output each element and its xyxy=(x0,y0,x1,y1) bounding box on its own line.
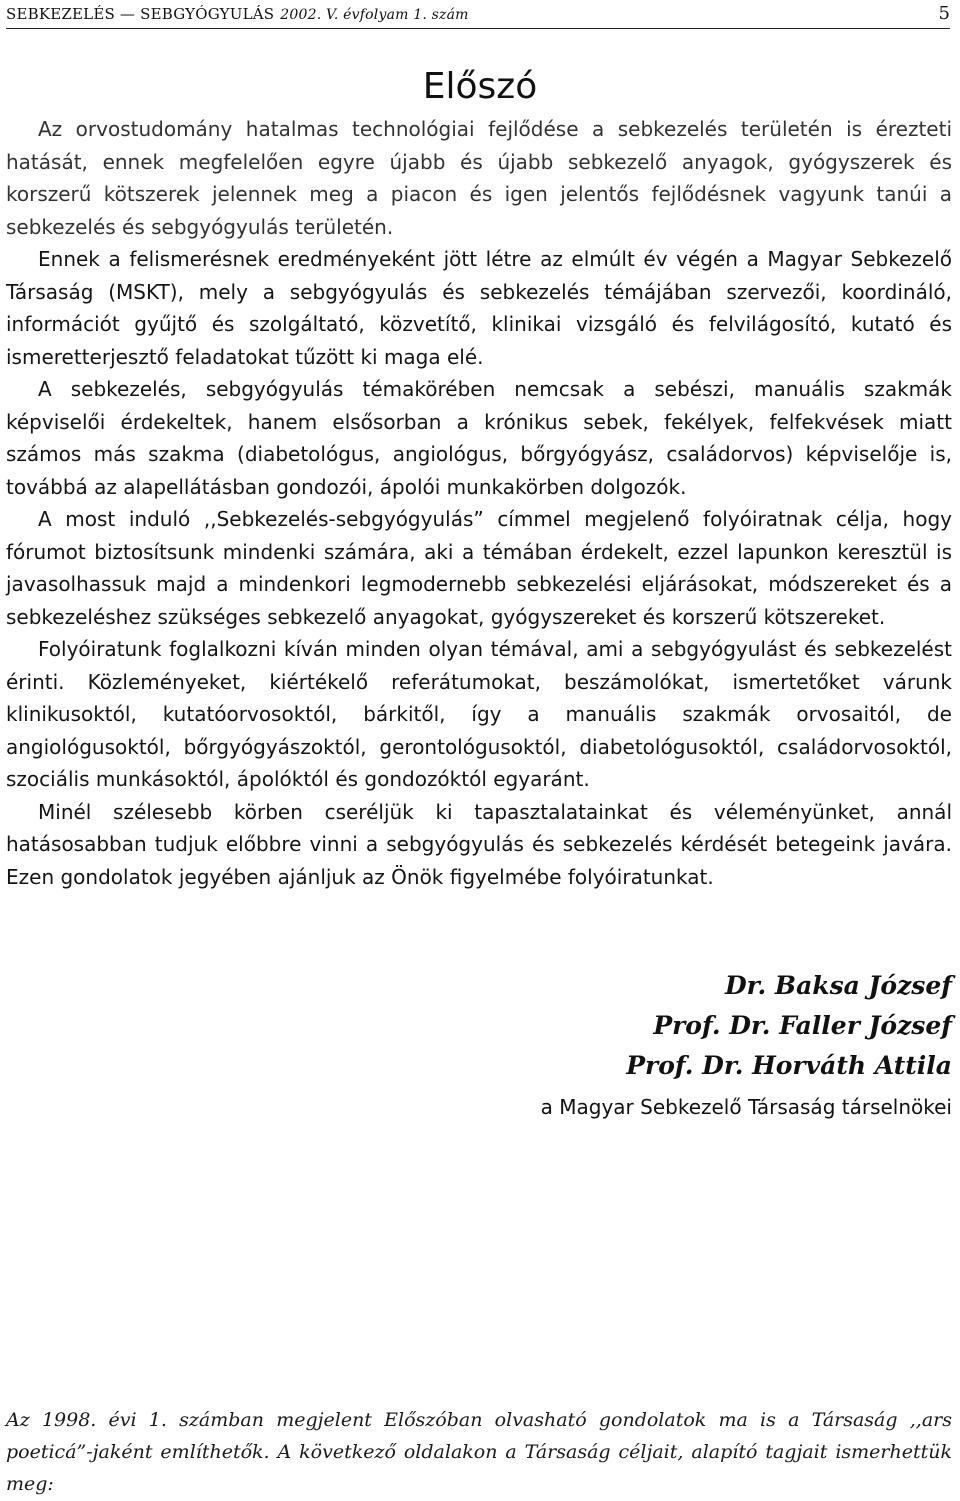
journal-title: SEBKEZELÉS — SEBGYÓGYULÁS xyxy=(6,5,275,23)
signature-block xyxy=(541,966,952,1124)
page-number: 5 xyxy=(938,3,950,24)
journal-name xyxy=(6,2,469,27)
paragraph-founding: Ennek a felismerésnek eredményeként jött létre az elmúlt év végén a Magyar Sebkezelő Társaság (MSKT), mely a sebgyógyulás és sebkezelés témájában szervezői, koordináló, információt gyűjtő és szolgáltató, közvetítő, klinikai vizsgáló és felvilágosító, kutató és ismeretterjesztő feladatokat tűzött ki maga elé. xyxy=(6,247,952,369)
signature-name: Dr. Baksa József xyxy=(724,971,952,1000)
running-header xyxy=(6,2,950,29)
paragraph-topics: Folyóiratunk foglalkozni kíván minden olyan témával, ami a sebgyógyulást és sebkezelést érinti. Közleményeket, kiértékelő referátumokat, beszámolókat, ismertetőket várunk klinikusoktól, kutatóorvosoktól, bárkitől, így a manuális szakmák orvosaitól, de angiológusoktól, bőrgyógyászoktól, gerontológusoktól, diabetológusoktól, családorvosoktól, szociális munkásoktól, ápolóktól és gondozóktól egyaránt. xyxy=(6,637,952,791)
issue-info: 2002. V. évfolyam 1. szám xyxy=(280,7,469,23)
signature-role: a Magyar Sebkezelő Társaság társelnökei xyxy=(540,1095,952,1119)
signature-name: Prof. Dr. Horváth Attila xyxy=(626,1051,952,1080)
page-title: Előszó xyxy=(422,66,538,108)
paragraph-stakeholders: A sebkezelés, sebgyógyulás témakörében nemcsak a sebészi, manuális szakmák képviselői érdekeltek, hanem elsősorban a krónikus sebek, fekélyek, felfekvések miatt számos más szakma (diabetológus, angiológus, bőrgyógyász, családorvos) képviselője is, továbbá az alapellátásban gondozói, ápolói munkakörben dolgozók. xyxy=(6,377,952,499)
paragraph-closing: Minél szélesebb körben cseréljük ki tapasztalatainkat és véleményünket, annál hatásosabban tudjuk előbbre vinni a sebgyógyulás és sebkezelés kérdését betegeink javára. Ezen gondolatok jegyében ajánljuk az Önök figyelmébe folyóiratunkat. xyxy=(6,799,952,889)
paragraph-intro: Az orvostudomány hatalmas technológiai fejlődése a sebkezelés területén is érezteti hatását, ennek megfelelően egyre újabb és újabb sebkezelő anyagok, gyógyszerek és korszerű kötszerek jelennek meg a piacon és igen jelentős fejlődésnek vagyunk tanúi a sebkezelés és sebgyógyulás területén. xyxy=(6,117,952,239)
paragraph-journal-aim: A most induló ,,Sebkezelés-sebgyógyulás” címmel megjelenő folyóiratnak célja, hogy fórumot biztosítsunk mindenki számára, aki a témában érdekelt, ezzel lapunkon keresztül is javasolhassuk majd a mindenkori legmodernebb sebkezelési eljárásokat, módszereket és a sebkezeléshez szükséges sebkezelő anyagokat, gyógyszereket és korszerű kötszereket. xyxy=(6,507,952,629)
article-body xyxy=(6,113,952,893)
footnote: Az 1998. évi 1. számban megjelent Előszóban olvasható gondolatok ma is a Társaság ,,ars poeticá”-jaként említhetők. A következő oldalakon a Társaság céljait, alapító tagjait ismerhettük meg: xyxy=(6,1409,952,1495)
signature-name: Prof. Dr. Faller József xyxy=(653,1011,952,1040)
